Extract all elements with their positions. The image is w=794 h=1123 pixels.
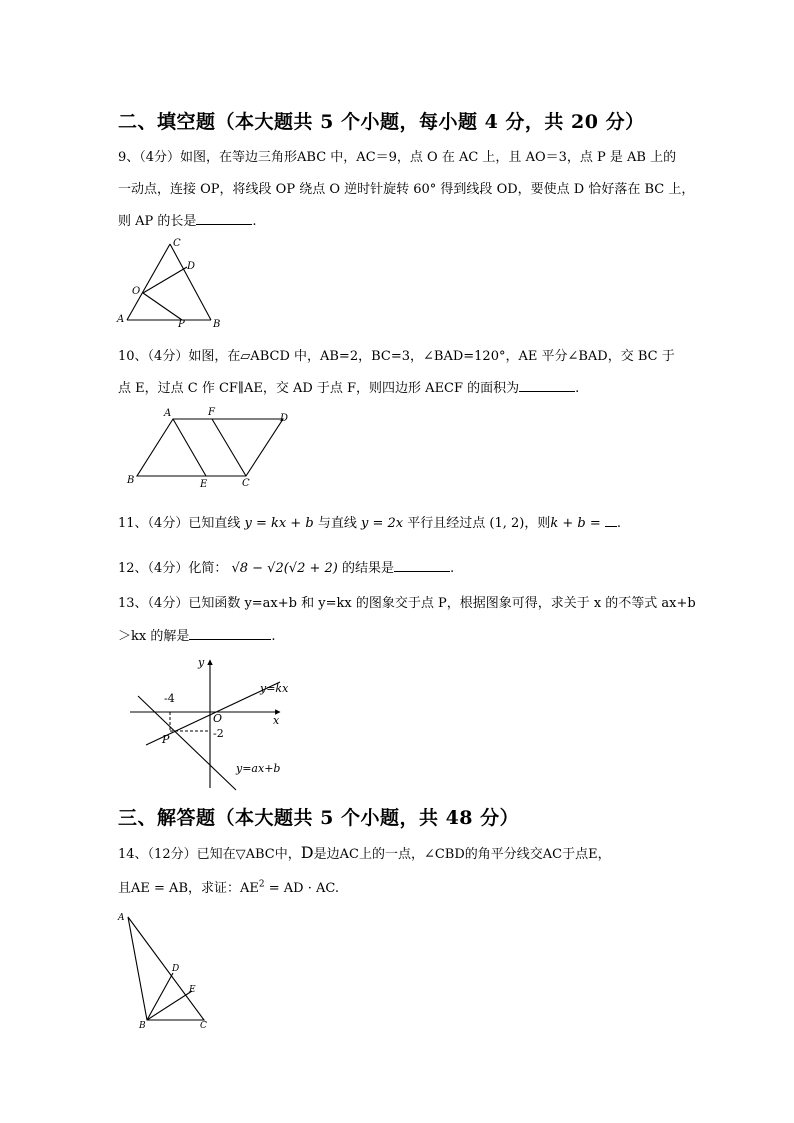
q10-line-2-text: 点 E，过点 C 作 CF∥AE，交 AD 于点 F，则四边形 AECF 的面积为 [118,381,520,396]
q14-mid2: 是边 [313,847,340,862]
q13-line-2 [118,625,275,644]
q11-line [118,512,621,531]
label-x: x [273,714,280,727]
q12-prefix: 12、（4分）化简： [118,561,228,576]
label-e: E [200,479,208,490]
q14-line-1 [118,843,611,862]
q11-eq2: y = 2x [360,516,404,531]
q10-line-1: 10、（4分）如图，在▱ABCD 中，AB=2，BC=3，∠BAD=120°，AE 平分∠BAD，交 BC 于 [118,349,675,364]
q14-prefix: 14、（12分）已知在 [118,847,236,862]
q14-ac: AC [339,847,359,862]
q14-line-2-end: . [334,881,340,896]
side-bc [170,244,211,320]
segment-cf [212,419,246,476]
label-o: O [132,286,141,297]
q9-line-3-end: . [252,214,257,229]
label-d: D [172,964,180,974]
label-d: D [280,413,289,424]
q10-line-2-end: . [575,381,580,396]
q12-line [118,557,454,576]
label-y: y [198,656,205,669]
label-b: B [139,1021,146,1031]
label-a: A [164,408,172,419]
q14-mid4: 的角平分线交 [464,847,543,862]
label-a: A [117,314,125,325]
q14-proof-lhs: AE [240,881,259,896]
label-y-kx: y=kx [260,682,289,695]
label-c: C [173,238,181,249]
q14-point-e: E [588,847,598,862]
q12-expr: √8 − √2(√2 + 2) [231,561,338,576]
q11-answer-blank[interactable] [605,513,617,527]
q11-mid3: ，则 [524,516,551,531]
q14-proof-exponent: 2 [258,879,265,890]
q14-end: ， [597,847,611,862]
q9-line-2: 一动点，连接 OP，将线段 OP 绕点 O 逆时针旋转 60° 得到线段 OD，要使点 D 恰好落在 BC 上， [118,182,695,197]
side-ac [127,244,170,320]
q14-mid5: 于点 [562,847,589,862]
q14-angle: ∠CBD [423,847,465,862]
label-b: B [213,319,221,330]
q11-point: (1, 2) [489,516,525,531]
q11-ask: k + b = [550,516,601,531]
q9-line-3 [118,210,257,229]
q14-mid: 中， [274,847,301,862]
segment-ae [173,419,206,476]
label-neg-2: -2 [213,727,224,740]
label-c: C [200,1021,207,1031]
q14-mid3: 上的一点， [358,847,424,862]
label-f: F [208,407,215,418]
label-e: E [189,985,196,995]
q14-condition: AE = AB [131,881,188,896]
q14-line-2-prefix: 且 [118,881,132,896]
q14-point-d: D [300,843,314,862]
label-b: B [127,475,135,486]
label-a: A [118,913,125,923]
q12-suffix: 的结果是 [342,561,395,576]
q12-answer-blank[interactable] [394,558,450,572]
q12-end: . [450,561,455,576]
q11-mid: 与直线 [317,516,357,531]
label-d: D [187,261,196,272]
q14-ac-2: AC [542,847,563,862]
label-neg-4: -4 [164,692,175,705]
label-y-ax-b: y=ax+b [236,762,281,775]
label-o: O [213,712,223,725]
q14-line-2 [118,877,339,896]
section-2-heading: 二、填空题（本大题共 5 个小题，每小题 4 分，共 20 分） [118,111,645,133]
q10-line-2 [118,377,579,396]
segment-be [147,991,192,1020]
section-3-heading: 三、解答题（本大题共 5 个小题，共 48 分） [118,807,520,829]
label-c: C [242,478,250,489]
q13-answer-blank[interactable] [189,626,271,640]
q11-prefix: 11、（4分）已知直线 [118,516,241,531]
segment-bd [147,973,173,1020]
label-p: P [178,319,185,330]
q14-figure [114,908,218,1032]
q11-eq1: y = kx + b [244,516,314,531]
q14-triangle: ▽ABC [235,847,275,862]
q13-line-1: 13、（4分）已知函数 y=ax+b 和 y=kx 的图象交于点 P，根据图象可得，求关于 x 的不等式 ax+b [118,596,696,611]
q13-line-2-end: . [271,629,276,644]
parallelogram-abcd [137,419,283,476]
q11-end: . [616,516,622,531]
q9-answer-blank[interactable] [196,211,252,225]
q13-graph [128,652,298,794]
q14-proof-rhs: = AD · AC [264,881,335,896]
q10-answer-blank[interactable] [519,378,575,392]
segment-op [143,293,182,320]
q9-line-3-text: 则 AP 的长是 [118,214,197,229]
q14-line-2-mid: ，求证： [188,881,241,896]
q11-mid2: 平行且经过点 [407,516,486,531]
q9-line-1: 9、（4分）如图，在等边三角形ABC 中，AC＝9，点 O 在 AC 上，且 AO＝3，点 P 是 AB 上的 [118,150,677,165]
q10-figure [122,403,298,491]
q9-figure [115,236,225,330]
triangle-abc [128,917,204,1020]
label-p: P [162,733,170,746]
q13-line-2-text: ＞kx 的解是 [118,629,190,644]
